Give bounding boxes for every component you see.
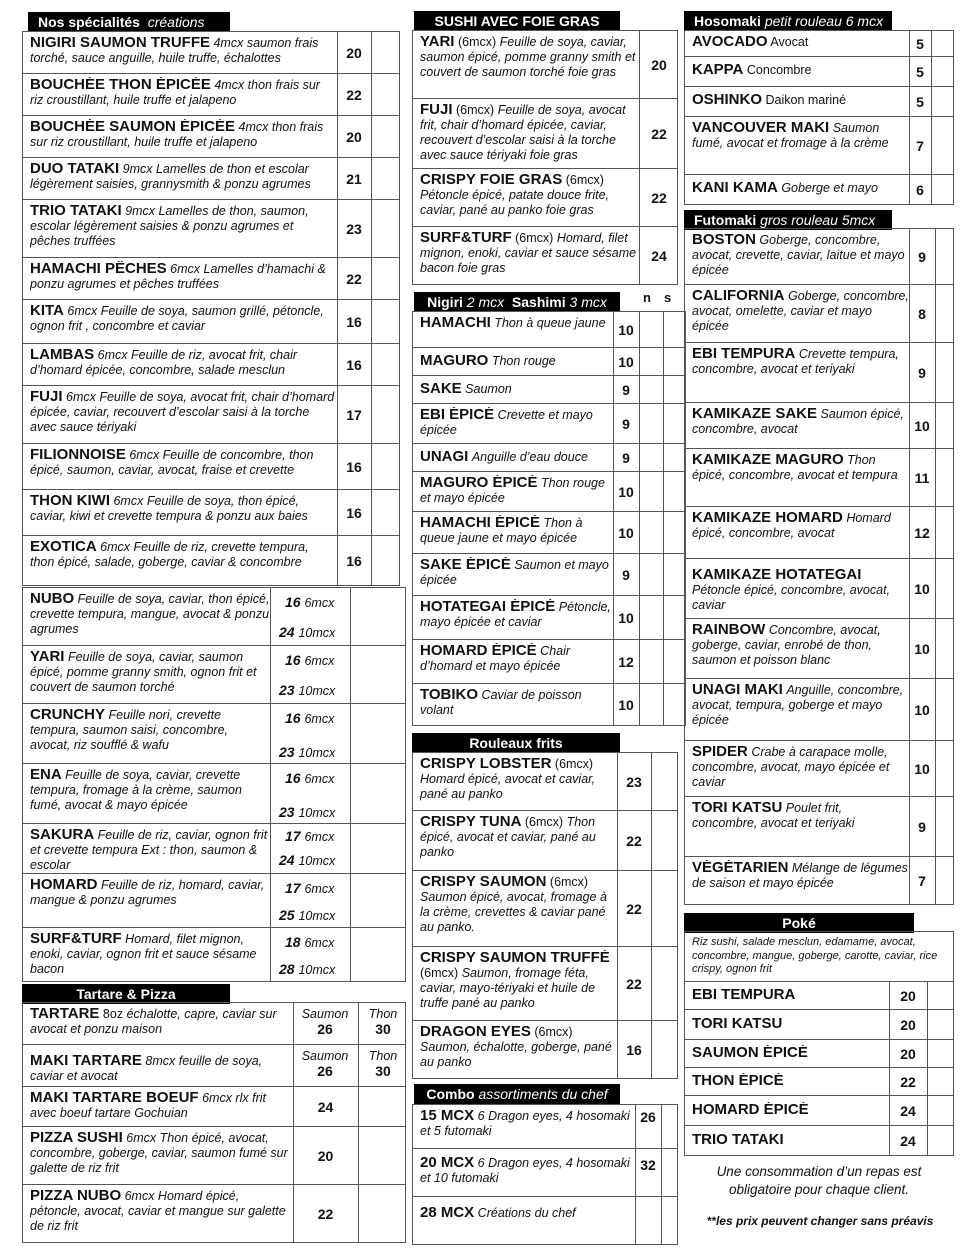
menu-item: UNAGI MAKI Anguille, concombre, avocat, tempura, goberge et mayo épicée 10	[685, 679, 954, 741]
menu-item: TRIO TATAKI 24	[685, 1126, 954, 1156]
menu-item: VÉGÉTARIEN Mélange de légumes de saison et mayo épicée 7	[685, 857, 954, 905]
menu-item: 15 MCX 6 Dragon eyes, 4 hosomaki et 5 futomaki 26	[413, 1105, 678, 1149]
price: 9	[622, 566, 630, 583]
menu-item: AVOCADO Avocat 5	[685, 31, 954, 57]
menu-item: HOMARD ÉPICÉ Chair d’homard et mayo épicée 12	[413, 640, 686, 684]
menu-item: CRUNCHY Feuille nori, crevette tempura, saumon saisi, concombre, avocat, riz soufflé & wafu 16 6mcx 23 10mcx	[23, 704, 406, 764]
header-nigiri: Nigiri 2 mcx Sashimi 3 mcx	[414, 292, 620, 312]
menu-item: EBI ÉPICÉ Crevette et mayo épicée 9	[413, 404, 686, 444]
price: 23	[346, 220, 362, 237]
foie-gras-table	[412, 30, 678, 285]
price: 10	[914, 760, 930, 777]
creations-table	[22, 587, 406, 982]
menu-item: CRISPY FOIE GRAS (6mcx) Pétoncle épicé, patate douce frite, caviar, pané au panko foie gras 22	[413, 169, 678, 227]
menu-item: SAKE ÉPICÉ Saumon et mayo épicée 9	[413, 554, 686, 596]
price: 9	[622, 415, 630, 432]
menu-item: NUBO Feuille de soya, caviar, thon épicé, crevette tempura, mangue, avocat & ponzu agrumes 16 6mcx 24 10mcx	[23, 588, 406, 646]
menu-item: MAGURO ÉPICÉ Thon rouge et mayo épicée 10	[413, 472, 686, 512]
menu-item: BOUCHÉE SAUMON ÉPICÉE 4mcx thon frais sur riz croustillant, huile truffe et jalapeno 20	[23, 116, 400, 158]
price: 7	[916, 137, 924, 154]
menu-item: RAINBOW Concombre, avocat, goberge, caviar, enrobé de thon, saumon et poisson blanc 10	[685, 619, 954, 679]
menu-item: KAMIKAZE HOMARD Homard épicé, concombre, avocat 12	[685, 507, 954, 559]
price: 16	[626, 1041, 642, 1058]
price: 10	[618, 524, 634, 541]
price: 21	[346, 170, 362, 187]
tartare-table	[22, 1002, 406, 1243]
hosomaki-table	[684, 30, 954, 205]
price: 22	[346, 86, 362, 103]
price: 9	[918, 248, 926, 265]
price: 10	[914, 701, 930, 718]
menu-item: PIZZA NUBO 6mcx Homard épicé, pétoncle, avocat, caviar et mangue sur galette de riz frit 22	[23, 1185, 406, 1243]
header-specialites: Nos spécialités créations	[28, 12, 230, 32]
menu-item: FUJI 6mcx Feuille de soya, avocat frit, chair d’homard épicée, caviar, recouvert d’escolar saisi à la torche avec sauce tériyaki 17	[23, 386, 400, 444]
menu-item: 28 MCX Créations du chef	[413, 1197, 678, 1245]
menu-item: HAMACHI PÊCHES 6mcx Lamelles d’hamachi & ponzu agrumes et pêches truffées 22	[23, 258, 400, 300]
futomaki-table	[684, 228, 954, 905]
header-combo: Combo assortiments du chef	[414, 1084, 620, 1104]
menu-item: HOMARD Feuille de riz, homard, caviar, mangue & ponzu agrumes 17 6mcx 25 10mcx	[23, 874, 406, 928]
price: 5	[916, 93, 924, 110]
menu-item: MAKI TARTARE 8mcx feuille de soya, caviar et avocat Saumon 26 Thon 30	[23, 1045, 406, 1087]
price: 26	[640, 1109, 656, 1125]
price: 24	[317, 1098, 334, 1115]
price: 22	[626, 900, 642, 917]
price: 20	[317, 1147, 334, 1164]
price: 9	[918, 364, 926, 381]
menu-item: TORI KATSU Poulet frit, concombre, avocat et teriyaki 9	[685, 797, 954, 857]
price: 12	[618, 653, 634, 670]
menu-item: BOSTON Goberge, concombre, avocat, crevette, caviar, laitue et mayo épicée 9	[685, 229, 954, 285]
price: 6	[916, 181, 924, 198]
price: 22	[626, 832, 642, 849]
price: 20	[900, 1016, 916, 1033]
menu-item: UNAGI Anguille d’eau douce 9	[413, 444, 686, 472]
menu-item: NIGIRI SAUMON TRUFFE 4mcx saumon frais torché, sauce anguille, huile truffe, échalottes 20	[23, 32, 400, 74]
price: 10	[618, 321, 634, 338]
price: 22	[317, 1205, 334, 1222]
menu-item: EBI TEMPURA Crevette tempura, concombre, avocat et teriyaki 9	[685, 343, 954, 403]
price: 9	[918, 818, 926, 835]
menu-item: SAUMON ÉPICÉ 20	[685, 1040, 954, 1068]
menu-item: YARI Feuille de soya, caviar, saumon épicé, pomme granny smith, ognon frit et couvert de saumon torché 16 6mcx 23 10mcx	[23, 646, 406, 704]
price: 10	[618, 483, 634, 500]
nigiri-table	[412, 311, 686, 726]
col-n-label: n	[643, 290, 651, 305]
menu-item: CALIFORNIA Goberge, concombre, avocat, omelette, caviar et mayo épicée 8	[685, 285, 954, 343]
price: 22	[900, 1073, 916, 1090]
menu-item: BOUCHÉE THON ÉPICÉE 4mcx thon frais sur riz croustillant, huile truffe et jalapeno 22	[23, 74, 400, 116]
menu-item: THON ÉPICÉ 22	[685, 1068, 954, 1096]
frits-table	[412, 752, 678, 1079]
menu-item: VANCOUVER MAKI Saumon fumé, avocat et fromage à la crème 7	[685, 117, 954, 175]
menu-item: EXOTICA 6mcx Feuille de riz, crevette tempura, thon épicé, salade, goberge, caviar & concombre 16	[23, 536, 400, 586]
menu-item: THON KIWI 6mcx Feuille de soya, thon épicé, caviar, kiwi et crevette tempura & ponzu aux baies 16	[23, 490, 400, 536]
menu-item: KAMIKAZE HOTATEGAI Pétoncle épicé, concombre, avocat, caviar 10	[685, 559, 954, 619]
menu-item: HOMARD ÉPICÉ 24	[685, 1096, 954, 1126]
menu-item: TORI KATSU 20	[685, 1010, 954, 1040]
menu-item: KAMIKAZE MAGURO Thon épicé, concombre, avocat et tempura 11	[685, 449, 954, 507]
price: 24	[900, 1102, 916, 1119]
header-tartare: Tartare & Pizza	[22, 984, 230, 1004]
price: 10	[914, 640, 930, 657]
menu-item: HAMACHI Thon à queue jaune 10	[413, 312, 686, 348]
price: 16	[346, 504, 362, 521]
price: 10	[618, 609, 634, 626]
menu-item: CRISPY SAUMON TRUFFÉ (6mcx) Saumon, fromage féta, caviar, mayo-tériyaki et huile de truffe pané au panko 22	[413, 947, 678, 1021]
header-foie-gras: SUSHI AVEC FOIE GRAS	[414, 11, 620, 31]
price: 32	[640, 1157, 656, 1173]
menu-item: YARI (6mcx) Feuille de soya, caviar, saumon épicé, pomme granny smith et couvert de saumon torché foie gras 20	[413, 31, 678, 99]
menu-item: FUJI (6mcx) Feuille de soya, avocat frit, chair d’homard épicée, caviar, recouvert d’escolar saisi à la torche avec sauce tériyaki foie gras 22	[413, 99, 678, 169]
price: 16	[346, 552, 362, 569]
menu-item: KANI KAMA Goberge et mayo 6	[685, 175, 954, 205]
header-rouleaux-frits: Rouleaux frits	[412, 733, 620, 753]
specialites-table	[22, 31, 400, 586]
meal-requirement-note: Une consommation d’un repas est obligatoire pour chaque client.	[716, 1164, 922, 1197]
header-poke: Poké	[684, 913, 914, 933]
menu-item: CRISPY LOBSTER (6mcx) Homard épicé, avocat et caviar, pané au panko 23	[413, 753, 678, 811]
menu-item: TARTARE 8oz échalotte, capre, caviar sur avocat et ponzu maison Saumon 26 Thon 30	[23, 1003, 406, 1045]
price: 24	[900, 1132, 916, 1149]
menu-item: ENA Feuille de soya, caviar, crevette tempura, fromage à la crème, saumon fumé, avocat & mayo épicée 16 6mcx 23 10mcx	[23, 764, 406, 824]
menu-item: 20 MCX 6 Dragon eyes, 4 hosomaki et 10 futomaki 32	[413, 1149, 678, 1197]
price: 20	[900, 987, 916, 1004]
menu-item: EBI TEMPURA 20	[685, 982, 954, 1010]
menu-item: KAMIKAZE SAKE Saumon épicé, concombre, avocat 10	[685, 403, 954, 449]
price: 23	[626, 773, 642, 790]
price: 10	[914, 580, 930, 597]
menu-item: DUO TATAKI 9mcx Lamelles de thon et escolar légèrement saisies, grannysmith & ponzu agrumes 21	[23, 158, 400, 200]
price: 11	[914, 469, 930, 486]
price: 7	[918, 872, 926, 889]
price: 5	[916, 63, 924, 80]
price: 20	[900, 1045, 916, 1062]
menu-item: DRAGON EYES (6mcx) Saumon, échalotte, goberge, pané au panko 16	[413, 1021, 678, 1079]
menu-item: KITA 6mcx Feuille de soya, saumon grillé, pétoncle, ognon frit , concombre et caviar 16	[23, 300, 400, 344]
price: 16	[346, 313, 362, 330]
menu-item: CRISPY SAUMON (6mcx) Saumon épicé, avocat, fromage à la crème, crevettes & caviar pané au panko. 22	[413, 871, 678, 947]
menu-item: OSHINKO Daikon mariné 5	[685, 87, 954, 117]
header-hosomaki: Hosomaki petit rouleau 6 mcx	[684, 11, 892, 31]
menu-item: LAMBAS 6mcx Feuille de riz, avocat frit, chair d’homard épicée, concombre, salade mesclun 16	[23, 344, 400, 386]
price: 20	[346, 128, 362, 145]
price: 10	[914, 417, 930, 434]
menu-item: MAGURO Thon rouge 10	[413, 348, 686, 376]
price: 22	[651, 189, 667, 206]
price: 10	[618, 353, 634, 370]
price: 16	[346, 458, 362, 475]
price: 24	[651, 247, 667, 264]
poke-table	[684, 931, 954, 1156]
price: 5	[916, 35, 924, 52]
price	[635, 1197, 661, 1244]
menu-item: SPIDER Crabe à carapace molle, concombre, avocat, mayo épicée et caviar 10	[685, 741, 954, 797]
menu-item: CRISPY TUNA (6mcx) Thon épicé, avocat et caviar, pané au panko 22	[413, 811, 678, 871]
menu-item: TOBIKO Caviar de poisson volant 10	[413, 684, 686, 726]
menu-item: FILIONNOISE 6mcx Feuille de concombre, thon épicé, saumon, caviar, avocat, fraise et crevette 16	[23, 444, 400, 490]
price: 20	[346, 44, 362, 61]
price: 8	[918, 305, 926, 322]
header-futomaki: Futomaki gros rouleau 5mcx	[684, 210, 892, 230]
price: 12	[914, 524, 930, 541]
menu-item: SURF&TURF (6mcx) Homard, filet mignon, enoki, caviar et sauce sésame bacon foie gras 24	[413, 227, 678, 285]
price: 9	[622, 381, 630, 398]
price: 17	[346, 406, 362, 423]
menu-item: HAMACHI ÉPICÉ Thon à queue jaune et mayo épicée 10	[413, 512, 686, 554]
menu-item: MAKI TARTARE BOEUF 6mcx rlx frit avec boeuf tartare Gochuian 24	[23, 1087, 406, 1127]
menu-item: TRIO TATAKI 9mcx Lamelles de thon, saumon, escolar légèrement saisies & ponzu agrumes et pêches truffées 23	[23, 200, 400, 258]
menu-item: SURF&TURF Homard, filet mignon, enoki, caviar, ognon frit et sauce sésame bacon 18 6mcx 28 10mcx	[23, 928, 406, 982]
col-s-label: s	[664, 290, 672, 305]
price: 22	[651, 125, 667, 142]
menu-item: PIZZA SUSHI 6mcx Thon épicé, avocat, concombre, goberge, caviar, saumon fumé sur galette de riz frit 20	[23, 1127, 406, 1185]
menu-item: SAKURA Feuille de riz, caviar, ognon frit et crevette tempura Ext : thon, saumon & escolar 17 6mcx 24 10mcx	[23, 824, 406, 874]
poke-description-row: Riz sushi, salade mesclun, edamame, avocat, concombre, mangue, goberge, carotte, caviar, rice crispy, ognon frit	[685, 932, 954, 982]
price: 16	[346, 356, 362, 373]
combo-table	[412, 1104, 678, 1245]
price: 9	[622, 449, 630, 466]
menu-item: HOTATEGAI ÉPICÉ Pétoncle, mayo épicée et caviar 10	[413, 596, 686, 640]
menu-item: KAPPA Concombre 5	[685, 57, 954, 87]
price: 20	[651, 56, 667, 73]
price-change-note: **les prix peuvent changer sans préavis	[706, 1214, 934, 1228]
price: 10	[618, 696, 634, 713]
price: 22	[346, 270, 362, 287]
price: 22	[626, 975, 642, 992]
menu-item: SAKE Saumon 9	[413, 376, 686, 404]
